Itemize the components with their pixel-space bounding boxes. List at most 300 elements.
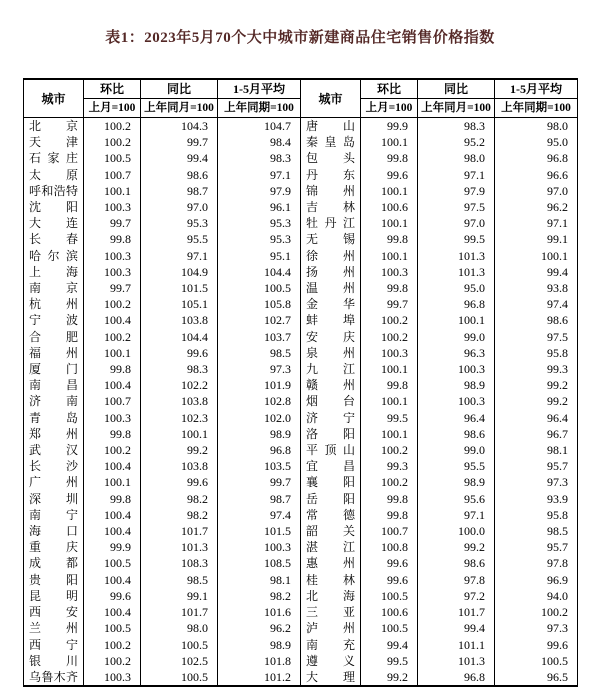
city-cell-right: 南充 bbox=[301, 637, 361, 653]
city-cell-right: 赣州 bbox=[301, 377, 361, 393]
yoy-value-cell-right: 98.3 bbox=[418, 118, 495, 135]
city-cell-left: 乌鲁木齐 bbox=[24, 669, 84, 686]
table-row bbox=[24, 507, 578, 523]
city-cell-left: 沈阳 bbox=[24, 199, 84, 215]
city-cell-right: 平顶山 bbox=[301, 442, 361, 458]
mom-value-cell-left: 100.1 bbox=[84, 183, 141, 199]
mom-value-cell-right: 99.7 bbox=[361, 296, 418, 312]
avg-value-cell-left: 98.4 bbox=[218, 134, 301, 150]
yoy-value-cell-right: 95.6 bbox=[418, 491, 495, 507]
yoy-value-cell-left: 100.5 bbox=[141, 637, 218, 653]
table-row bbox=[24, 572, 578, 588]
avg-value-cell-right: 97.3 bbox=[495, 620, 578, 636]
table-row bbox=[24, 588, 578, 604]
yoy-value-cell-left: 100.1 bbox=[141, 426, 218, 442]
city-cell-right: 湛江 bbox=[301, 539, 361, 555]
city-cell-left: 太原 bbox=[24, 167, 84, 183]
yoy-value-cell-right: 97.0 bbox=[418, 215, 495, 231]
page-title: 表1：2023年5月70个大中城市新建商品住宅销售价格指数 bbox=[105, 30, 495, 46]
city-cell-right: 烟台 bbox=[301, 393, 361, 409]
avg-value-cell-left: 98.7 bbox=[218, 491, 301, 507]
yoy-value-cell-left: 95.5 bbox=[141, 231, 218, 247]
yoy-value-cell-left: 100.5 bbox=[141, 669, 218, 686]
header-mom-right: 环比 bbox=[361, 79, 418, 99]
yoy-value-cell-left: 98.7 bbox=[141, 183, 218, 199]
price-index-table bbox=[23, 78, 578, 687]
avg-value-cell-right: 96.9 bbox=[495, 572, 578, 588]
table-row bbox=[24, 669, 578, 686]
table-row bbox=[24, 215, 578, 231]
yoy-value-cell-left: 104.9 bbox=[141, 264, 218, 280]
mom-value-cell-right: 99.8 bbox=[361, 280, 418, 296]
avg-value-cell-right: 99.3 bbox=[495, 361, 578, 377]
table-body bbox=[24, 118, 578, 687]
city-cell-left: 长春 bbox=[24, 231, 84, 247]
city-cell-right: 常德 bbox=[301, 507, 361, 523]
mom-value-cell-left: 100.4 bbox=[84, 572, 141, 588]
mom-value-cell-left: 100.3 bbox=[84, 410, 141, 426]
avg-value-cell-right: 95.0 bbox=[495, 134, 578, 150]
mom-value-cell-right: 100.1 bbox=[361, 215, 418, 231]
yoy-value-cell-left: 98.3 bbox=[141, 361, 218, 377]
city-cell-right: 蚌埠 bbox=[301, 312, 361, 328]
table-row bbox=[24, 653, 578, 669]
mom-value-cell-left: 100.1 bbox=[84, 345, 141, 361]
mom-value-cell-left: 100.2 bbox=[84, 637, 141, 653]
table-row bbox=[24, 474, 578, 490]
table-row bbox=[24, 280, 578, 296]
avg-value-cell-left: 101.9 bbox=[218, 377, 301, 393]
avg-value-cell-left: 96.2 bbox=[218, 620, 301, 636]
city-cell-right: 扬州 bbox=[301, 264, 361, 280]
city-cell-right: 北海 bbox=[301, 588, 361, 604]
header-avg-left: 1-5月平均 bbox=[218, 79, 301, 99]
table-row bbox=[24, 345, 578, 361]
table-row bbox=[24, 555, 578, 571]
mom-value-cell-right: 100.1 bbox=[361, 393, 418, 409]
table-row bbox=[24, 312, 578, 328]
table-row bbox=[24, 620, 578, 636]
table-row bbox=[24, 296, 578, 312]
yoy-value-cell-left: 98.2 bbox=[141, 491, 218, 507]
avg-value-cell-left: 102.8 bbox=[218, 393, 301, 409]
mom-value-cell-right: 99.3 bbox=[361, 458, 418, 474]
avg-value-cell-left: 97.9 bbox=[218, 183, 301, 199]
mom-value-cell-right: 100.8 bbox=[361, 539, 418, 555]
yoy-value-cell-right: 96.3 bbox=[418, 345, 495, 361]
table-row bbox=[24, 167, 578, 183]
yoy-value-cell-right: 95.0 bbox=[418, 280, 495, 296]
city-cell-right: 唐山 bbox=[301, 118, 361, 135]
avg-value-cell-left: 96.8 bbox=[218, 442, 301, 458]
city-cell-right: 吉林 bbox=[301, 199, 361, 215]
table-row bbox=[24, 491, 578, 507]
avg-value-cell-left: 101.8 bbox=[218, 653, 301, 669]
city-cell-left: 西安 bbox=[24, 604, 84, 620]
header-yoy-base-left: 上年同月=100 bbox=[141, 99, 218, 118]
mom-value-cell-left: 100.1 bbox=[84, 474, 141, 490]
avg-value-cell-right: 95.8 bbox=[495, 345, 578, 361]
city-cell-left: 武汉 bbox=[24, 442, 84, 458]
avg-value-cell-right: 94.0 bbox=[495, 588, 578, 604]
mom-value-cell-left: 100.7 bbox=[84, 167, 141, 183]
table-row bbox=[24, 231, 578, 247]
avg-value-cell-left: 97.3 bbox=[218, 361, 301, 377]
mom-value-cell-left: 100.3 bbox=[84, 264, 141, 280]
avg-value-cell-right: 95.7 bbox=[495, 539, 578, 555]
city-cell-right: 桂林 bbox=[301, 572, 361, 588]
yoy-value-cell-left: 99.2 bbox=[141, 442, 218, 458]
avg-value-cell-right: 97.3 bbox=[495, 474, 578, 490]
yoy-value-cell-left: 104.4 bbox=[141, 329, 218, 345]
header-city-left: 城市 bbox=[24, 79, 84, 118]
avg-value-cell-right: 99.6 bbox=[495, 637, 578, 653]
city-cell-right: 襄阳 bbox=[301, 474, 361, 490]
avg-value-cell-right: 96.5 bbox=[495, 669, 578, 686]
mom-value-cell-left: 99.8 bbox=[84, 491, 141, 507]
yoy-value-cell-right: 101.1 bbox=[418, 637, 495, 653]
avg-value-cell-left: 95.3 bbox=[218, 215, 301, 231]
avg-value-cell-right: 95.7 bbox=[495, 458, 578, 474]
yoy-value-cell-right: 96.8 bbox=[418, 669, 495, 686]
mom-value-cell-right: 100.6 bbox=[361, 199, 418, 215]
yoy-value-cell-right: 100.0 bbox=[418, 523, 495, 539]
city-cell-left: 天津 bbox=[24, 134, 84, 150]
city-cell-left: 海口 bbox=[24, 523, 84, 539]
avg-value-cell-right: 96.8 bbox=[495, 150, 578, 166]
avg-value-cell-right: 99.2 bbox=[495, 377, 578, 393]
avg-value-cell-right: 100.1 bbox=[495, 248, 578, 264]
mom-value-cell-right: 100.2 bbox=[361, 329, 418, 345]
city-cell-left: 福州 bbox=[24, 345, 84, 361]
city-cell-left: 贵阳 bbox=[24, 572, 84, 588]
table-row bbox=[24, 410, 578, 426]
city-cell-right: 泉州 bbox=[301, 345, 361, 361]
mom-value-cell-right: 100.7 bbox=[361, 523, 418, 539]
yoy-value-cell-left: 99.6 bbox=[141, 345, 218, 361]
mom-value-cell-right: 100.3 bbox=[361, 345, 418, 361]
mom-value-cell-left: 99.6 bbox=[84, 588, 141, 604]
table-row bbox=[24, 248, 578, 264]
yoy-value-cell-right: 96.8 bbox=[418, 296, 495, 312]
mom-value-cell-left: 100.5 bbox=[84, 555, 141, 571]
city-cell-left: 南宁 bbox=[24, 507, 84, 523]
mom-value-cell-right: 99.9 bbox=[361, 118, 418, 135]
city-cell-right: 温州 bbox=[301, 280, 361, 296]
city-cell-right: 金华 bbox=[301, 296, 361, 312]
header-avg-base-left: 上年同期=100 bbox=[218, 99, 301, 118]
city-cell-left: 呼和浩特 bbox=[24, 183, 84, 199]
yoy-value-cell-left: 102.5 bbox=[141, 653, 218, 669]
avg-value-cell-right: 97.4 bbox=[495, 296, 578, 312]
mom-value-cell-left: 100.2 bbox=[84, 134, 141, 150]
city-cell-left: 哈尔滨 bbox=[24, 248, 84, 264]
city-cell-left: 杭州 bbox=[24, 296, 84, 312]
mom-value-cell-left: 100.4 bbox=[84, 507, 141, 523]
yoy-value-cell-left: 104.3 bbox=[141, 118, 218, 135]
mom-value-cell-left: 100.4 bbox=[84, 458, 141, 474]
mom-value-cell-right: 100.2 bbox=[361, 312, 418, 328]
mom-value-cell-left: 100.3 bbox=[84, 199, 141, 215]
header-row-1 bbox=[24, 79, 578, 99]
header-avg-right: 1-5月平均 bbox=[495, 79, 578, 99]
avg-value-cell-left: 98.1 bbox=[218, 572, 301, 588]
yoy-value-cell-right: 99.5 bbox=[418, 231, 495, 247]
avg-value-cell-right: 95.8 bbox=[495, 507, 578, 523]
header-mom-base-left: 上月=100 bbox=[84, 99, 141, 118]
table-row bbox=[24, 150, 578, 166]
mom-value-cell-left: 99.8 bbox=[84, 361, 141, 377]
header-city-right: 城市 bbox=[301, 79, 361, 118]
yoy-value-cell-left: 98.2 bbox=[141, 507, 218, 523]
city-cell-left: 北京 bbox=[24, 118, 84, 135]
yoy-value-cell-left: 98.0 bbox=[141, 620, 218, 636]
mom-value-cell-left: 99.7 bbox=[84, 215, 141, 231]
city-cell-left: 成都 bbox=[24, 555, 84, 571]
mom-value-cell-left: 100.5 bbox=[84, 620, 141, 636]
city-cell-left: 广州 bbox=[24, 474, 84, 490]
city-cell-right: 宜昌 bbox=[301, 458, 361, 474]
header-yoy-base-right: 上年同月=100 bbox=[418, 99, 495, 118]
yoy-value-cell-right: 97.1 bbox=[418, 167, 495, 183]
city-cell-right: 三亚 bbox=[301, 604, 361, 620]
header-mom-left: 环比 bbox=[84, 79, 141, 99]
avg-value-cell-right: 96.4 bbox=[495, 410, 578, 426]
avg-value-cell-left: 100.5 bbox=[218, 280, 301, 296]
city-cell-left: 上海 bbox=[24, 264, 84, 280]
yoy-value-cell-right: 99.4 bbox=[418, 620, 495, 636]
mom-value-cell-left: 100.4 bbox=[84, 604, 141, 620]
mom-value-cell-right: 99.5 bbox=[361, 410, 418, 426]
mom-value-cell-left: 100.2 bbox=[84, 442, 141, 458]
mom-value-cell-right: 100.5 bbox=[361, 588, 418, 604]
city-cell-right: 韶关 bbox=[301, 523, 361, 539]
city-cell-left: 银川 bbox=[24, 653, 84, 669]
mom-value-cell-right: 100.6 bbox=[361, 604, 418, 620]
city-cell-left: 南昌 bbox=[24, 377, 84, 393]
yoy-value-cell-right: 98.6 bbox=[418, 426, 495, 442]
table-row bbox=[24, 637, 578, 653]
city-cell-right: 牡丹江 bbox=[301, 215, 361, 231]
city-cell-left: 大连 bbox=[24, 215, 84, 231]
city-cell-right: 无锡 bbox=[301, 231, 361, 247]
table-row bbox=[24, 134, 578, 150]
yoy-value-cell-left: 101.7 bbox=[141, 523, 218, 539]
city-cell-right: 泸州 bbox=[301, 620, 361, 636]
yoy-value-cell-right: 101.7 bbox=[418, 604, 495, 620]
city-cell-right: 丹东 bbox=[301, 167, 361, 183]
price-index-table-wrap bbox=[23, 78, 577, 687]
table-row bbox=[24, 426, 578, 442]
mom-value-cell-right: 100.1 bbox=[361, 134, 418, 150]
yoy-value-cell-left: 103.8 bbox=[141, 458, 218, 474]
avg-value-cell-right: 97.8 bbox=[495, 555, 578, 571]
avg-value-cell-left: 98.3 bbox=[218, 150, 301, 166]
city-cell-right: 徐州 bbox=[301, 248, 361, 264]
avg-value-cell-left: 101.6 bbox=[218, 604, 301, 620]
yoy-value-cell-right: 98.9 bbox=[418, 377, 495, 393]
mom-value-cell-left: 99.7 bbox=[84, 280, 141, 296]
yoy-value-cell-right: 96.4 bbox=[418, 410, 495, 426]
mom-value-cell-right: 99.2 bbox=[361, 669, 418, 686]
yoy-value-cell-right: 97.1 bbox=[418, 507, 495, 523]
avg-value-cell-left: 103.5 bbox=[218, 458, 301, 474]
avg-value-cell-left: 95.3 bbox=[218, 231, 301, 247]
avg-value-cell-left: 98.5 bbox=[218, 345, 301, 361]
mom-value-cell-left: 100.7 bbox=[84, 393, 141, 409]
city-cell-left: 昆明 bbox=[24, 588, 84, 604]
city-cell-right: 锦州 bbox=[301, 183, 361, 199]
table-row bbox=[24, 361, 578, 377]
yoy-value-cell-left: 97.1 bbox=[141, 248, 218, 264]
avg-value-cell-right: 93.8 bbox=[495, 280, 578, 296]
yoy-value-cell-left: 99.4 bbox=[141, 150, 218, 166]
city-cell-left: 石家庄 bbox=[24, 150, 84, 166]
avg-value-cell-left: 98.2 bbox=[218, 588, 301, 604]
avg-value-cell-left: 98.9 bbox=[218, 426, 301, 442]
avg-value-cell-left: 103.7 bbox=[218, 329, 301, 345]
mom-value-cell-right: 100.1 bbox=[361, 426, 418, 442]
avg-value-cell-right: 98.1 bbox=[495, 442, 578, 458]
avg-value-cell-right: 99.4 bbox=[495, 264, 578, 280]
mom-value-cell-left: 99.8 bbox=[84, 426, 141, 442]
avg-value-cell-right: 96.2 bbox=[495, 199, 578, 215]
avg-value-cell-left: 102.0 bbox=[218, 410, 301, 426]
mom-value-cell-left: 100.2 bbox=[84, 118, 141, 135]
city-cell-left: 宁波 bbox=[24, 312, 84, 328]
city-cell-right: 洛阳 bbox=[301, 426, 361, 442]
avg-value-cell-right: 97.5 bbox=[495, 329, 578, 345]
yoy-value-cell-right: 100.3 bbox=[418, 361, 495, 377]
city-cell-left: 济南 bbox=[24, 393, 84, 409]
city-cell-right: 岳阳 bbox=[301, 491, 361, 507]
yoy-value-cell-left: 102.3 bbox=[141, 410, 218, 426]
mom-value-cell-left: 100.2 bbox=[84, 296, 141, 312]
yoy-value-cell-right: 100.3 bbox=[418, 393, 495, 409]
avg-value-cell-left: 97.4 bbox=[218, 507, 301, 523]
mom-value-cell-left: 100.4 bbox=[84, 377, 141, 393]
mom-value-cell-right: 100.3 bbox=[361, 264, 418, 280]
avg-value-cell-right: 100.5 bbox=[495, 653, 578, 669]
table-row bbox=[24, 523, 578, 539]
city-cell-left: 兰州 bbox=[24, 620, 84, 636]
city-cell-left: 郑州 bbox=[24, 426, 84, 442]
yoy-value-cell-left: 108.3 bbox=[141, 555, 218, 571]
header-avg-base-right: 上年同期=100 bbox=[495, 99, 578, 118]
header-yoy-right: 同比 bbox=[418, 79, 495, 99]
yoy-value-cell-left: 99.1 bbox=[141, 588, 218, 604]
mom-value-cell-left: 100.2 bbox=[84, 329, 141, 345]
mom-value-cell-right: 100.1 bbox=[361, 361, 418, 377]
yoy-value-cell-right: 101.3 bbox=[418, 264, 495, 280]
table-row bbox=[24, 442, 578, 458]
city-cell-right: 大理 bbox=[301, 669, 361, 686]
mom-value-cell-right: 99.6 bbox=[361, 167, 418, 183]
yoy-value-cell-left: 101.3 bbox=[141, 539, 218, 555]
mom-value-cell-right: 99.8 bbox=[361, 507, 418, 523]
city-cell-left: 西宁 bbox=[24, 637, 84, 653]
mom-value-cell-left: 100.3 bbox=[84, 248, 141, 264]
mom-value-cell-left: 100.5 bbox=[84, 150, 141, 166]
city-cell-right: 惠州 bbox=[301, 555, 361, 571]
yoy-value-cell-left: 105.1 bbox=[141, 296, 218, 312]
table-row bbox=[24, 539, 578, 555]
yoy-value-cell-right: 99.0 bbox=[418, 442, 495, 458]
avg-value-cell-right: 97.1 bbox=[495, 215, 578, 231]
city-cell-right: 安庆 bbox=[301, 329, 361, 345]
yoy-value-cell-right: 100.1 bbox=[418, 312, 495, 328]
avg-value-cell-left: 104.4 bbox=[218, 264, 301, 280]
mom-value-cell-left: 100.3 bbox=[84, 669, 141, 686]
yoy-value-cell-right: 97.2 bbox=[418, 588, 495, 604]
yoy-value-cell-right: 97.8 bbox=[418, 572, 495, 588]
avg-value-cell-left: 104.7 bbox=[218, 118, 301, 135]
yoy-value-cell-left: 95.3 bbox=[141, 215, 218, 231]
mom-value-cell-left: 100.4 bbox=[84, 523, 141, 539]
avg-value-cell-right: 98.6 bbox=[495, 312, 578, 328]
mom-value-cell-right: 100.1 bbox=[361, 183, 418, 199]
avg-value-cell-left: 97.1 bbox=[218, 167, 301, 183]
mom-value-cell-left: 100.2 bbox=[84, 653, 141, 669]
table-row bbox=[24, 604, 578, 620]
yoy-value-cell-right: 95.5 bbox=[418, 458, 495, 474]
mom-value-cell-right: 99.8 bbox=[361, 377, 418, 393]
avg-value-cell-left: 101.5 bbox=[218, 523, 301, 539]
city-cell-right: 九江 bbox=[301, 361, 361, 377]
avg-value-cell-left: 102.7 bbox=[218, 312, 301, 328]
mom-value-cell-right: 100.2 bbox=[361, 442, 418, 458]
yoy-value-cell-right: 99.0 bbox=[418, 329, 495, 345]
mom-value-cell-left: 99.9 bbox=[84, 539, 141, 555]
yoy-value-cell-left: 102.2 bbox=[141, 377, 218, 393]
avg-value-cell-left: 105.8 bbox=[218, 296, 301, 312]
avg-value-cell-left: 108.5 bbox=[218, 555, 301, 571]
mom-value-cell-right: 99.6 bbox=[361, 572, 418, 588]
yoy-value-cell-right: 99.2 bbox=[418, 539, 495, 555]
avg-value-cell-left: 95.1 bbox=[218, 248, 301, 264]
yoy-value-cell-left: 101.7 bbox=[141, 604, 218, 620]
avg-value-cell-right: 98.0 bbox=[495, 118, 578, 135]
table-row bbox=[24, 199, 578, 215]
city-cell-right: 遵义 bbox=[301, 653, 361, 669]
yoy-value-cell-right: 101.3 bbox=[418, 653, 495, 669]
table-row bbox=[24, 264, 578, 280]
city-cell-right: 秦皇岛 bbox=[301, 134, 361, 150]
avg-value-cell-right: 96.6 bbox=[495, 167, 578, 183]
yoy-value-cell-left: 99.6 bbox=[141, 474, 218, 490]
table-row bbox=[24, 458, 578, 474]
table-header bbox=[24, 79, 578, 118]
table-row bbox=[24, 118, 578, 135]
mom-value-cell-left: 100.4 bbox=[84, 312, 141, 328]
mom-value-cell-right: 99.8 bbox=[361, 150, 418, 166]
header-yoy-left: 同比 bbox=[141, 79, 218, 99]
city-cell-right: 济宁 bbox=[301, 410, 361, 426]
yoy-value-cell-right: 101.3 bbox=[418, 248, 495, 264]
city-cell-left: 厦门 bbox=[24, 361, 84, 377]
yoy-value-cell-right: 98.9 bbox=[418, 474, 495, 490]
yoy-value-cell-left: 103.8 bbox=[141, 393, 218, 409]
city-cell-left: 合肥 bbox=[24, 329, 84, 345]
yoy-value-cell-right: 98.0 bbox=[418, 150, 495, 166]
yoy-value-cell-left: 101.5 bbox=[141, 280, 218, 296]
yoy-value-cell-right: 97.9 bbox=[418, 183, 495, 199]
table-row bbox=[24, 329, 578, 345]
table-row bbox=[24, 393, 578, 409]
mom-value-cell-right: 99.8 bbox=[361, 491, 418, 507]
mom-value-cell-right: 100.5 bbox=[361, 620, 418, 636]
avg-value-cell-right: 93.9 bbox=[495, 491, 578, 507]
